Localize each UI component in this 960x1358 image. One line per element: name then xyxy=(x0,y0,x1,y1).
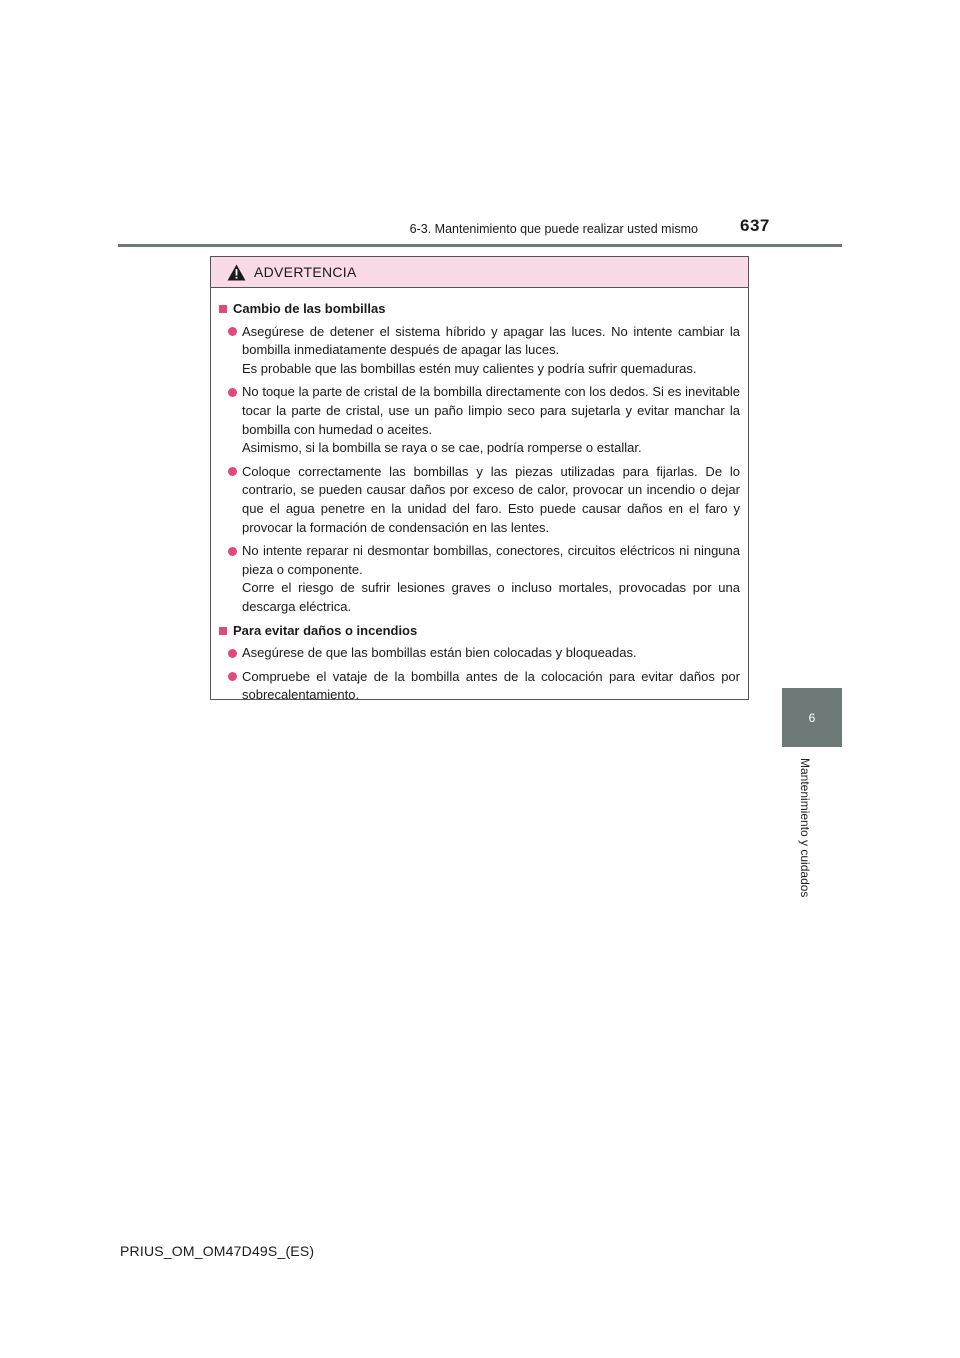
list-item xyxy=(219,542,740,616)
section-heading xyxy=(219,622,740,641)
list-item xyxy=(219,644,740,663)
circle-bullet-icon xyxy=(228,672,237,681)
circle-bullet-icon xyxy=(228,649,237,658)
list-item-text xyxy=(242,542,740,616)
paragraph-line: Asegúrese de detener el sistema híbrido y apagar las luces. No intente cambiar la bombilla inmediatamente después de apagar las luces. xyxy=(242,323,740,358)
footer-document-code: PRIUS_OM_OM47D49S_(ES) xyxy=(120,1243,315,1259)
page-number: 637 xyxy=(740,216,770,235)
chapter-label xyxy=(782,758,842,908)
paragraph-line: No toque la parte de cristal de la bombilla directamente con los dedos. Si es inevitable tocar la parte de cristal, use un paño limpio seco para sujetarla y evitar manchar la bombilla con humedad o aceites. xyxy=(242,384,740,437)
section-heading-text: Para evitar daños o incendios xyxy=(233,622,418,638)
list-item xyxy=(219,383,740,457)
circle-bullet-icon xyxy=(228,327,237,336)
circle-bullet-icon xyxy=(228,388,237,397)
section-heading xyxy=(219,300,740,319)
chapter-tab[interactable] xyxy=(782,688,842,747)
list-item-text xyxy=(242,383,740,457)
list-item-text xyxy=(242,668,740,705)
paragraph-line: Es probable que las bombillas estén muy calientes y podría sufrir quemaduras. xyxy=(242,360,697,376)
paragraph-line: Compruebe el vataje de la bombilla antes de la colocación para evitar daños por sobrecalentamiento. xyxy=(242,668,740,703)
list-item-text xyxy=(242,323,740,379)
chapter-number: 6 xyxy=(808,710,816,725)
circle-bullet-icon xyxy=(228,547,237,556)
square-bullet-icon xyxy=(219,305,227,313)
paragraph-line: Asimismo, si la bombilla se raya o se cae, podría romperse o estallar. xyxy=(242,440,642,456)
paragraph-line: No intente reparar ni desmontar bombillas, conectores, circuitos eléctricos ni ninguna pieza o componente. xyxy=(242,543,740,577)
paragraph-line: Corre el riesgo de sufrir lesiones graves o incluso mortales, provocadas por una descarga eléctrica. xyxy=(242,580,740,614)
warning-header xyxy=(211,257,748,288)
list-item-text xyxy=(242,463,740,537)
list-item xyxy=(219,463,740,537)
warning-triangle-icon xyxy=(227,264,246,281)
warning-box xyxy=(210,256,749,703)
warning-body xyxy=(211,288,748,705)
list-item xyxy=(219,323,740,379)
square-bullet-icon xyxy=(219,627,227,635)
header-rule xyxy=(118,244,842,247)
section-heading-text: Cambio de las bombillas xyxy=(233,301,386,316)
header-section-title: 6-3. Mantenimiento que puede realizar usted mismo xyxy=(409,222,698,236)
chapter-title: Mantenimiento y cuidados xyxy=(798,758,812,898)
circle-bullet-icon xyxy=(228,467,237,476)
paragraph-line: Asegúrese de que las bombillas están bien colocadas y bloqueadas. xyxy=(242,645,637,661)
list-item-text xyxy=(242,644,740,663)
paragraph-line: Coloque correctamente las bombillas y las piezas utilizadas para fijarlas. De lo contrario, se pueden causar daños por exceso de calor, provocar un incendio o dejar que el agua penetre en la unidad del faro. Esto puede causar daños en el faro y provocar la formación de condensación en las lentes. xyxy=(242,463,740,535)
warning-title: ADVERTENCIA xyxy=(254,264,357,280)
list-item xyxy=(219,668,740,705)
